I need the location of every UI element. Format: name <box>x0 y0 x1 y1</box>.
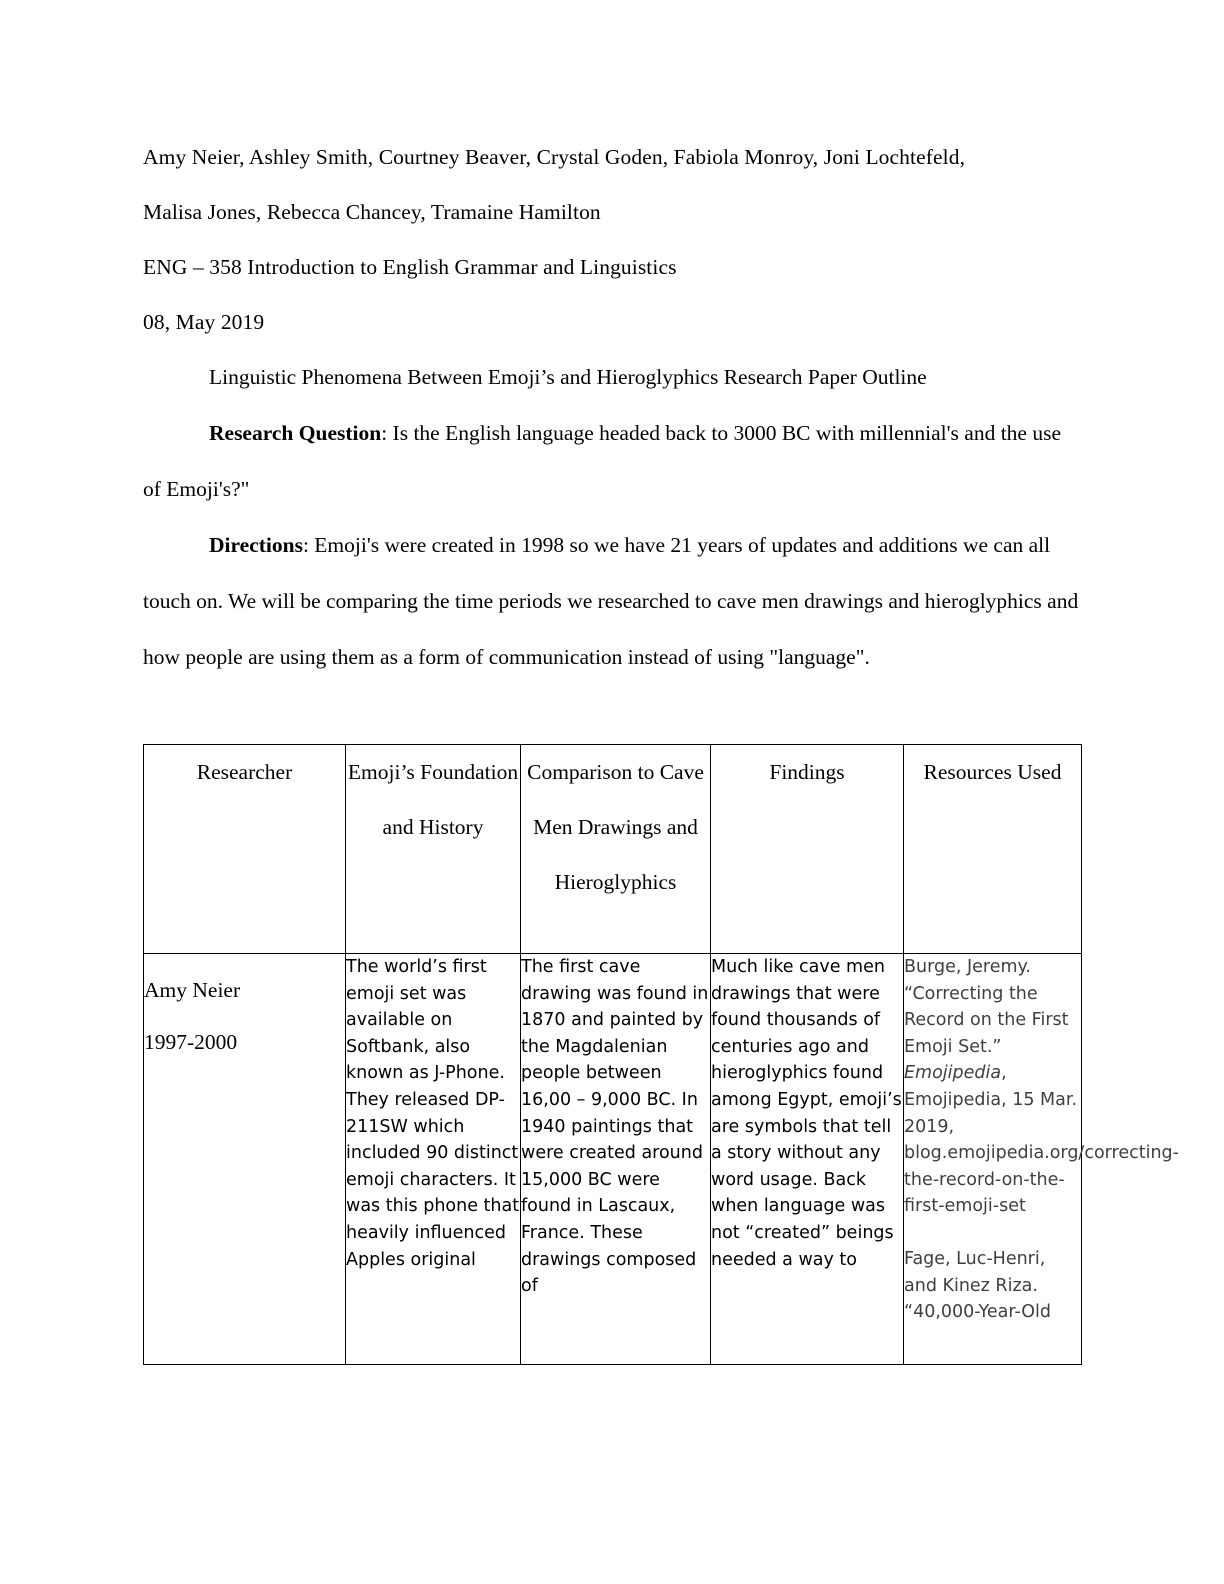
research-matrix-table <box>143 744 1179 1365</box>
research-question-label: Research Question <box>209 421 382 445</box>
table-row <box>144 954 1082 1365</box>
cell-researcher <box>144 954 346 1365</box>
column-header-foundation: Emoji’s Foundation and History <box>346 745 521 954</box>
table-header-row <box>144 745 1082 954</box>
column-header-findings: Findings <box>711 745 904 954</box>
authors-line-2: Malisa Jones, Rebecca Chancey, Tramaine Hamilton <box>143 200 601 224</box>
resource-entry-1-source: Emojipedia <box>904 1063 1002 1084</box>
resource-entry-2: Fage, Luc-Henri, and Kinez Riza. “40,000-Year-Old <box>904 1248 1052 1323</box>
column-header-comparison: Comparison to Cave Men Drawings and Hieroglyphics <box>521 745 711 954</box>
resource-spacer <box>904 1220 1081 1246</box>
date-line: 08, May 2019 <box>143 310 265 334</box>
research-question-text: : Is the English language headed back to 3000 BC with millennial's and the use of Emoji's?" <box>143 421 1061 501</box>
cell-findings: Much like cave men drawings that were found thousands of centuries ago and hieroglyphics found among Egypt, emoji’s are symbols that tell a story without any word usage. Back when language was not “created” beings needed a way to <box>711 954 904 1365</box>
paper-title: Linguistic Phenomena Between Emoji’s and Hieroglyphics Research Paper Outline <box>209 365 927 389</box>
research-question-paragraph <box>143 405 1081 517</box>
cell-comparison: The first cave drawing was found in 1870 and painted by the Magdalenian people between 16,00 – 9,000 BC. In 1940 paintings that were created around 15,000 BC were found in Lascaux, France. These drawings composed of <box>521 954 711 1365</box>
document-body <box>143 130 1081 685</box>
resource-entry-1-post: , Emojipedia, 15 Mar. 2019, blog.emojipedia.org/correcting-the-record-on-the-first-emoji-set <box>904 1063 1179 1217</box>
column-header-resources: Resources Used <box>904 745 1082 954</box>
cell-resources <box>904 954 1179 1365</box>
course-line: ENG – 358 Introduction to English Grammar and Linguistics <box>143 255 677 279</box>
researcher-years: 1997-2000 <box>144 1030 238 1054</box>
resource-entry-1-pre: Burge, Jeremy. “Correcting the Record on the First Emoji Set.” <box>904 957 1069 1057</box>
authors-line-1: Amy Neier, Ashley Smith, Courtney Beaver, Crystal Goden, Fabiola Monroy, Joni Lochtefeld, <box>143 145 966 169</box>
directions-label: Directions <box>209 533 303 557</box>
directions-text: : Emoji's were created in 1998 so we have 21 years of updates and additions we can all touch on. We will be comparing the time periods we researched to cave men drawings and hieroglyphics and how people are using them as a form of communication instead of using "language". <box>143 533 1079 669</box>
column-header-researcher: Researcher <box>144 745 346 954</box>
cell-foundation: The world’s first emoji set was available on Softbank, also known as J-Phone. They released DP-211SW which included 90 distinct emoji characters. It was this phone that heavily influenced Apples original <box>346 954 521 1365</box>
directions-paragraph <box>143 517 1081 685</box>
researcher-name: Amy Neier <box>144 978 241 1002</box>
